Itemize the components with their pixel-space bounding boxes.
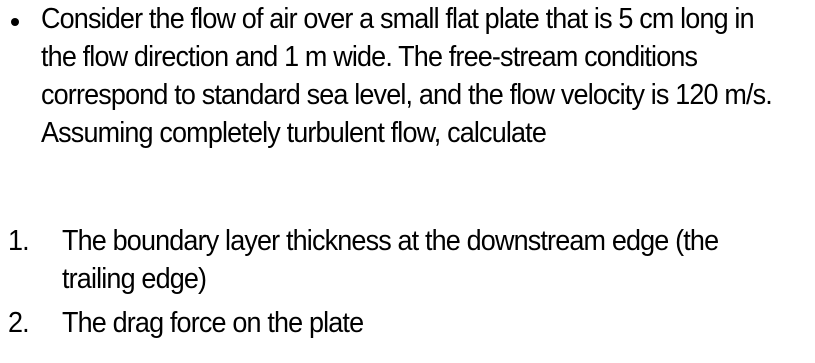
list-item xyxy=(8,222,808,298)
list-item-number: 1. xyxy=(8,225,29,257)
list-item xyxy=(8,304,808,342)
intro-text: Consider the flow of air over a small flat plate that is 5 cm long in the flow direction and 1 m wide. The free-stream conditions correspond to standard sea level, and the flow velocity is 120 m/s. Assuming completely turbulent flow, calculate xyxy=(41,3,772,149)
list-item-text: The boundary layer thickness at the downstream edge (the trailing edge) xyxy=(62,225,719,295)
list-item-number: 2. xyxy=(8,307,29,339)
list-item-text: The drag force on the plate xyxy=(62,307,364,339)
bullet-dot-icon xyxy=(11,18,19,26)
numbered-list xyxy=(8,222,808,348)
intro-bullet xyxy=(8,0,808,152)
